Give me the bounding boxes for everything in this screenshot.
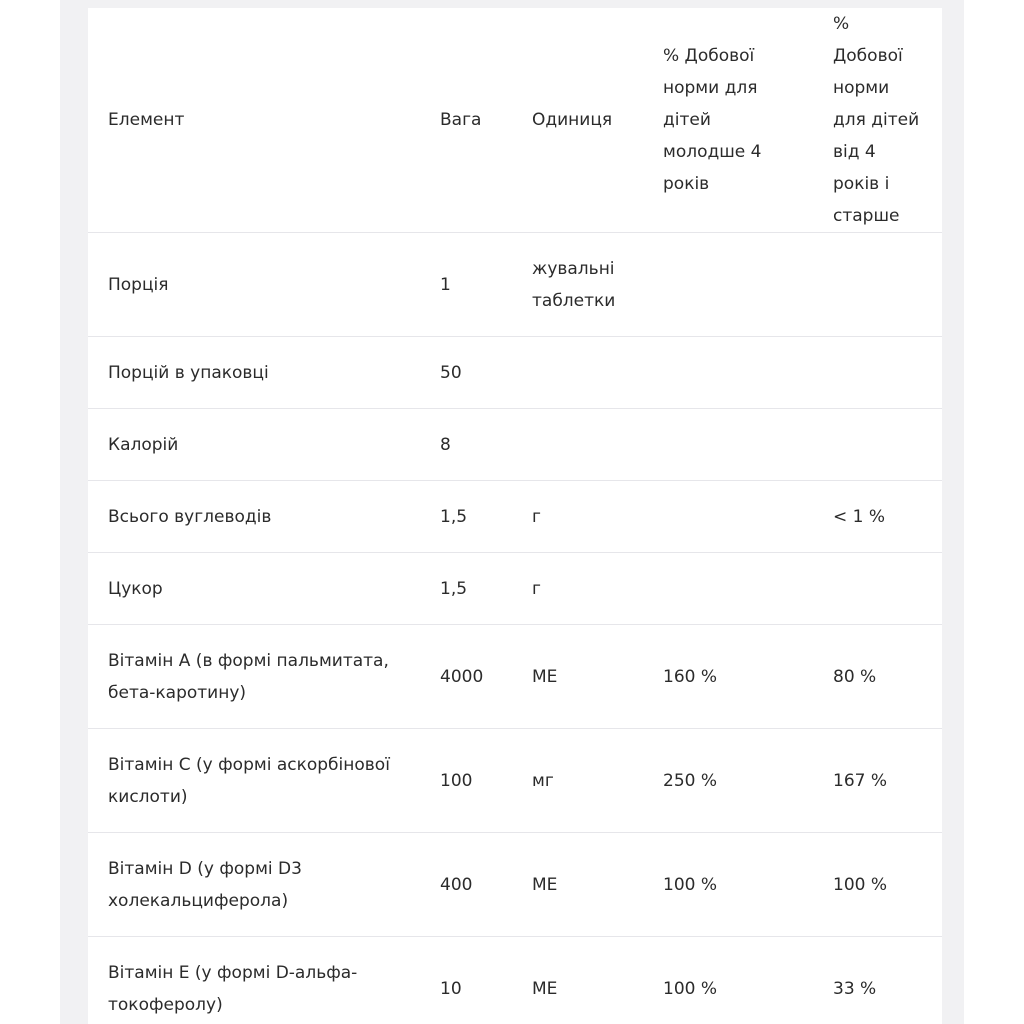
cell-element: Порцій в упаковці: [88, 337, 420, 409]
cell-unit: мг: [512, 729, 643, 833]
nutrition-card: [88, 8, 942, 1024]
cell-weight: 50: [420, 337, 512, 409]
nutrition-table: [88, 8, 942, 1024]
cell-dv-under-4: [643, 553, 813, 625]
header-weight: Вага: [420, 8, 512, 233]
cell-element: Порція: [88, 233, 420, 337]
cell-dv-under-4: [643, 337, 813, 409]
header-dv-kids-under-4: % Добової норми для дітей молодше 4 років: [643, 8, 813, 233]
left-background-strip: [60, 0, 88, 1024]
cell-unit: жувальні таблетки: [512, 233, 643, 337]
cell-dv-4-plus: 80 %: [813, 625, 942, 729]
cell-dv-under-4: [643, 481, 813, 553]
cell-unit: [512, 409, 643, 481]
cell-unit: г: [512, 553, 643, 625]
cell-unit: [512, 337, 643, 409]
cell-unit: г: [512, 481, 643, 553]
right-margin: [964, 0, 1024, 1024]
cell-weight: 10: [420, 937, 512, 1024]
table-row: [88, 937, 942, 1024]
cell-weight: 4000: [420, 625, 512, 729]
cell-element: Калорій: [88, 409, 420, 481]
cell-dv-under-4: 100 %: [643, 937, 813, 1024]
cell-dv-4-plus: [813, 337, 942, 409]
cell-dv-under-4: 250 %: [643, 729, 813, 833]
table-header-row: [88, 8, 942, 233]
cell-unit: МЕ: [512, 625, 643, 729]
top-background-strip: [60, 0, 964, 8]
header-element: Елемент: [88, 8, 420, 233]
table-row: [88, 409, 942, 481]
cell-unit: МЕ: [512, 937, 643, 1024]
cell-element: Цукор: [88, 553, 420, 625]
cell-element: Вітамін D (у формі D3 холекальциферола): [88, 833, 420, 937]
cell-dv-4-plus: < 1 %: [813, 481, 942, 553]
cell-element: Всього вуглеводів: [88, 481, 420, 553]
table-row: [88, 553, 942, 625]
cell-unit: МЕ: [512, 833, 643, 937]
table-row: [88, 833, 942, 937]
cell-element: Вітамін E (у формі D-альфа-токоферолу): [88, 937, 420, 1024]
cell-dv-under-4: 100 %: [643, 833, 813, 937]
cell-dv-4-plus: [813, 553, 942, 625]
cell-dv-4-plus: 100 %: [813, 833, 942, 937]
cell-element: Вітамін А (в формі пальмитата, бета-каротину): [88, 625, 420, 729]
right-background-strip: [942, 0, 964, 1024]
cell-dv-4-plus: [813, 409, 942, 481]
table-row: [88, 337, 942, 409]
cell-weight: 1,5: [420, 553, 512, 625]
left-margin: [0, 0, 60, 1024]
cell-weight: 400: [420, 833, 512, 937]
cell-dv-4-plus: [813, 233, 942, 337]
table-row: [88, 233, 942, 337]
cell-weight: 8: [420, 409, 512, 481]
cell-dv-4-plus: 167 %: [813, 729, 942, 833]
cell-weight: 1,5: [420, 481, 512, 553]
cell-weight: 100: [420, 729, 512, 833]
cell-dv-under-4: [643, 233, 813, 337]
table-row: [88, 481, 942, 553]
table-row: [88, 625, 942, 729]
cell-dv-under-4: 160 %: [643, 625, 813, 729]
table-row: [88, 729, 942, 833]
cell-dv-under-4: [643, 409, 813, 481]
header-dv-kids-4-plus: % Добової норми для дітей від 4 років і старше: [813, 8, 942, 233]
cell-element: Вітамін C (у формі аскорбінової кислоти): [88, 729, 420, 833]
cell-dv-4-plus: 33 %: [813, 937, 942, 1024]
cell-weight: 1: [420, 233, 512, 337]
header-unit: Одиниця: [512, 8, 643, 233]
